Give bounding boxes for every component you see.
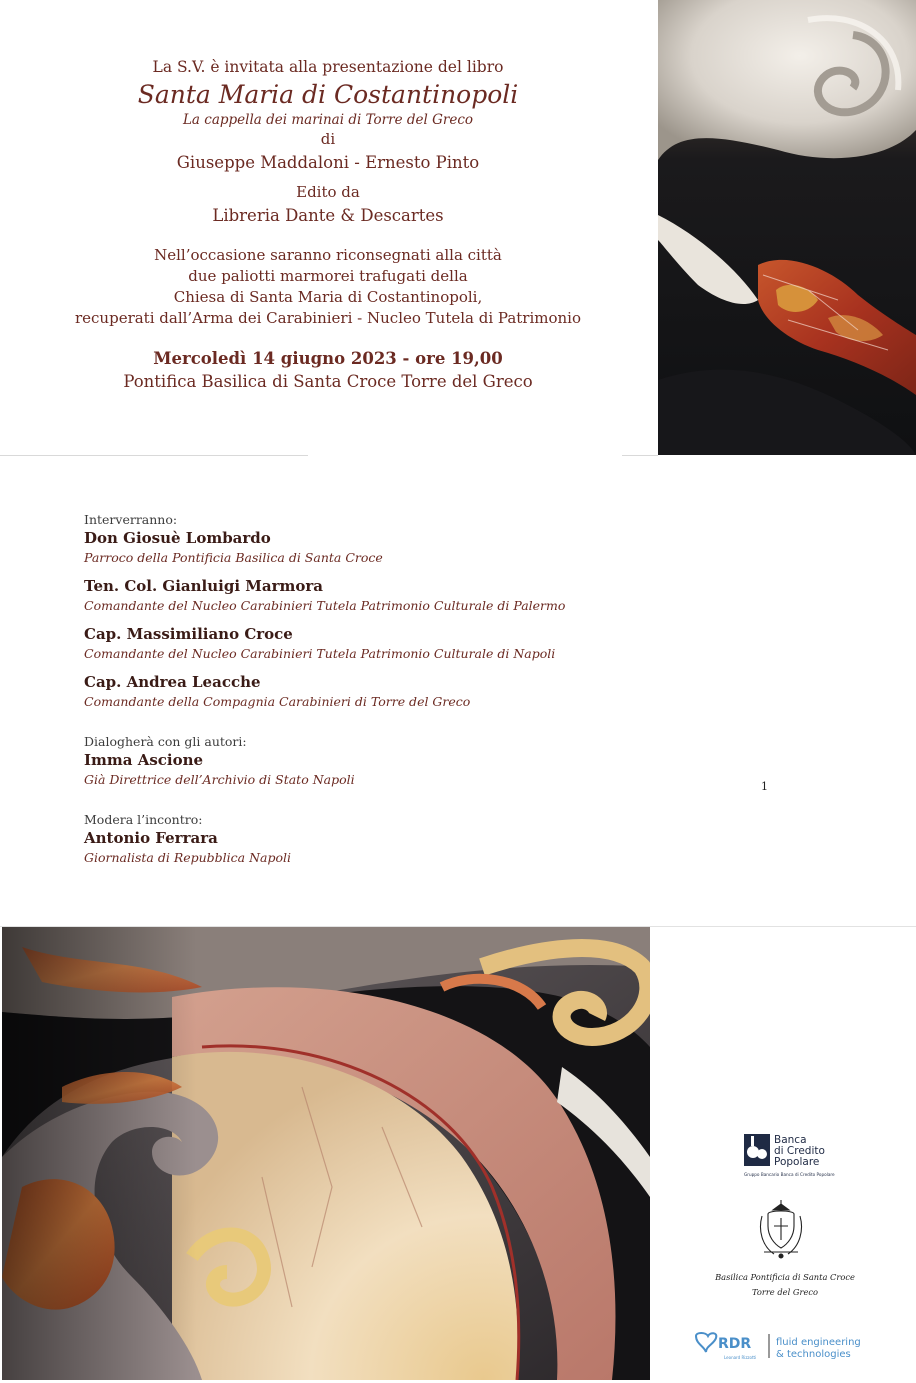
speaker-entry bbox=[84, 528, 704, 566]
speaker-entry bbox=[84, 828, 704, 866]
speaker-name: Antonio Ferrara bbox=[84, 829, 218, 847]
crest-icon bbox=[761, 1200, 802, 1258]
rdr-emblem-icon bbox=[696, 1333, 716, 1352]
speaker-role: Comandante della Compagnia Carabinieri di Torre del Greco bbox=[84, 694, 471, 709]
bcp-tagline: Gruppo Bancario Banca di Credito Popolare bbox=[744, 1172, 835, 1177]
speaker-role: Comandante del Nucleo Carabinieri Tutela Patrimonio Culturale di Napoli bbox=[84, 646, 556, 661]
speaker-name: Cap. Andrea Leacche bbox=[84, 673, 261, 691]
moderator-label: Modera l’incontro: bbox=[84, 812, 203, 827]
event-date-time: Mercoledì 14 giugno 2023 - ore 19,00 bbox=[153, 349, 503, 368]
page-number: 1 bbox=[761, 780, 768, 793]
fold-line bbox=[622, 455, 658, 456]
speaker-entry bbox=[84, 576, 704, 614]
speaker-role: Parroco della Pontificia Basilica di Santa Croce bbox=[84, 550, 383, 565]
rdr-name: RDR bbox=[718, 1336, 752, 1352]
publisher: Libreria Dante & Descartes bbox=[212, 206, 444, 225]
bcp-line2: di Credito bbox=[774, 1145, 825, 1157]
invitation-intro: La S.V. è invitata alla presentazione del libro bbox=[152, 58, 504, 76]
occasion-line: Chiesa di Santa Maria di Costantinopoli, bbox=[173, 288, 483, 306]
bcp-logo bbox=[742, 1132, 862, 1182]
interventions-label: Interverranno: bbox=[84, 512, 178, 527]
book-title: Santa Maria di Costantinopoli bbox=[137, 80, 519, 109]
speaker-name: Imma Ascione bbox=[84, 751, 204, 769]
speaker-role: Già Direttrice dell’Archivio di Stato Napoli bbox=[84, 772, 355, 787]
by-word: di bbox=[320, 130, 336, 148]
dialogue-label: Dialogherà con gli autori: bbox=[84, 734, 247, 749]
rdr-logo bbox=[694, 1330, 884, 1364]
rdr-tag2: & technologies bbox=[776, 1349, 851, 1360]
bcp-line1: Banca bbox=[774, 1134, 807, 1146]
speaker-name: Cap. Massimiliano Croce bbox=[84, 625, 293, 643]
occasion-line: due paliotti marmorei trafugati della bbox=[188, 267, 468, 285]
speaker-name: Don Giosuè Lombardo bbox=[84, 529, 271, 547]
speaker-entry bbox=[84, 624, 704, 662]
occasion-line: Nell’occasione saranno riconsegnati alla città bbox=[154, 246, 502, 264]
speaker-entry bbox=[84, 750, 704, 788]
rdr-tag1: fluid engineering bbox=[776, 1337, 861, 1348]
published-by-label: Edito da bbox=[296, 183, 360, 201]
speakers-list bbox=[84, 512, 704, 876]
basilica-line2: Torre del Greco bbox=[751, 1287, 819, 1297]
marble-detail-photo-top bbox=[658, 0, 916, 455]
marble-detail-photo-bottom bbox=[2, 927, 650, 1380]
speaker-role: Giornalista di Repubblica Napoli bbox=[84, 850, 292, 865]
book-subtitle: La cappella dei marinai di Torre del Greco bbox=[182, 112, 474, 128]
speaker-name: Ten. Col. Gianluigi Marmora bbox=[84, 577, 323, 595]
fold-line bbox=[0, 455, 308, 456]
rdr-sub: Leonard Rizzotti bbox=[724, 1355, 757, 1360]
bcp-line3: Popolare bbox=[774, 1156, 820, 1168]
event-venue: Pontifica Basilica di Santa Croce Torre del Greco bbox=[123, 372, 533, 391]
occasion-line: recuperati dall’Arma dei Carabinieri - Nucleo Tutela di Patrimonio bbox=[74, 309, 582, 327]
book-authors: Giuseppe Maddaloni - Ernesto Pinto bbox=[176, 153, 480, 172]
basilica-crest-logo bbox=[700, 1200, 870, 1315]
speaker-role: Comandante del Nucleo Carabinieri Tutela Patrimonio Culturale di Palermo bbox=[84, 598, 566, 613]
invitation-text bbox=[0, 56, 656, 393]
basilica-line1: Basilica Pontificia di Santa Croce bbox=[715, 1272, 855, 1282]
speaker-entry bbox=[84, 672, 704, 710]
